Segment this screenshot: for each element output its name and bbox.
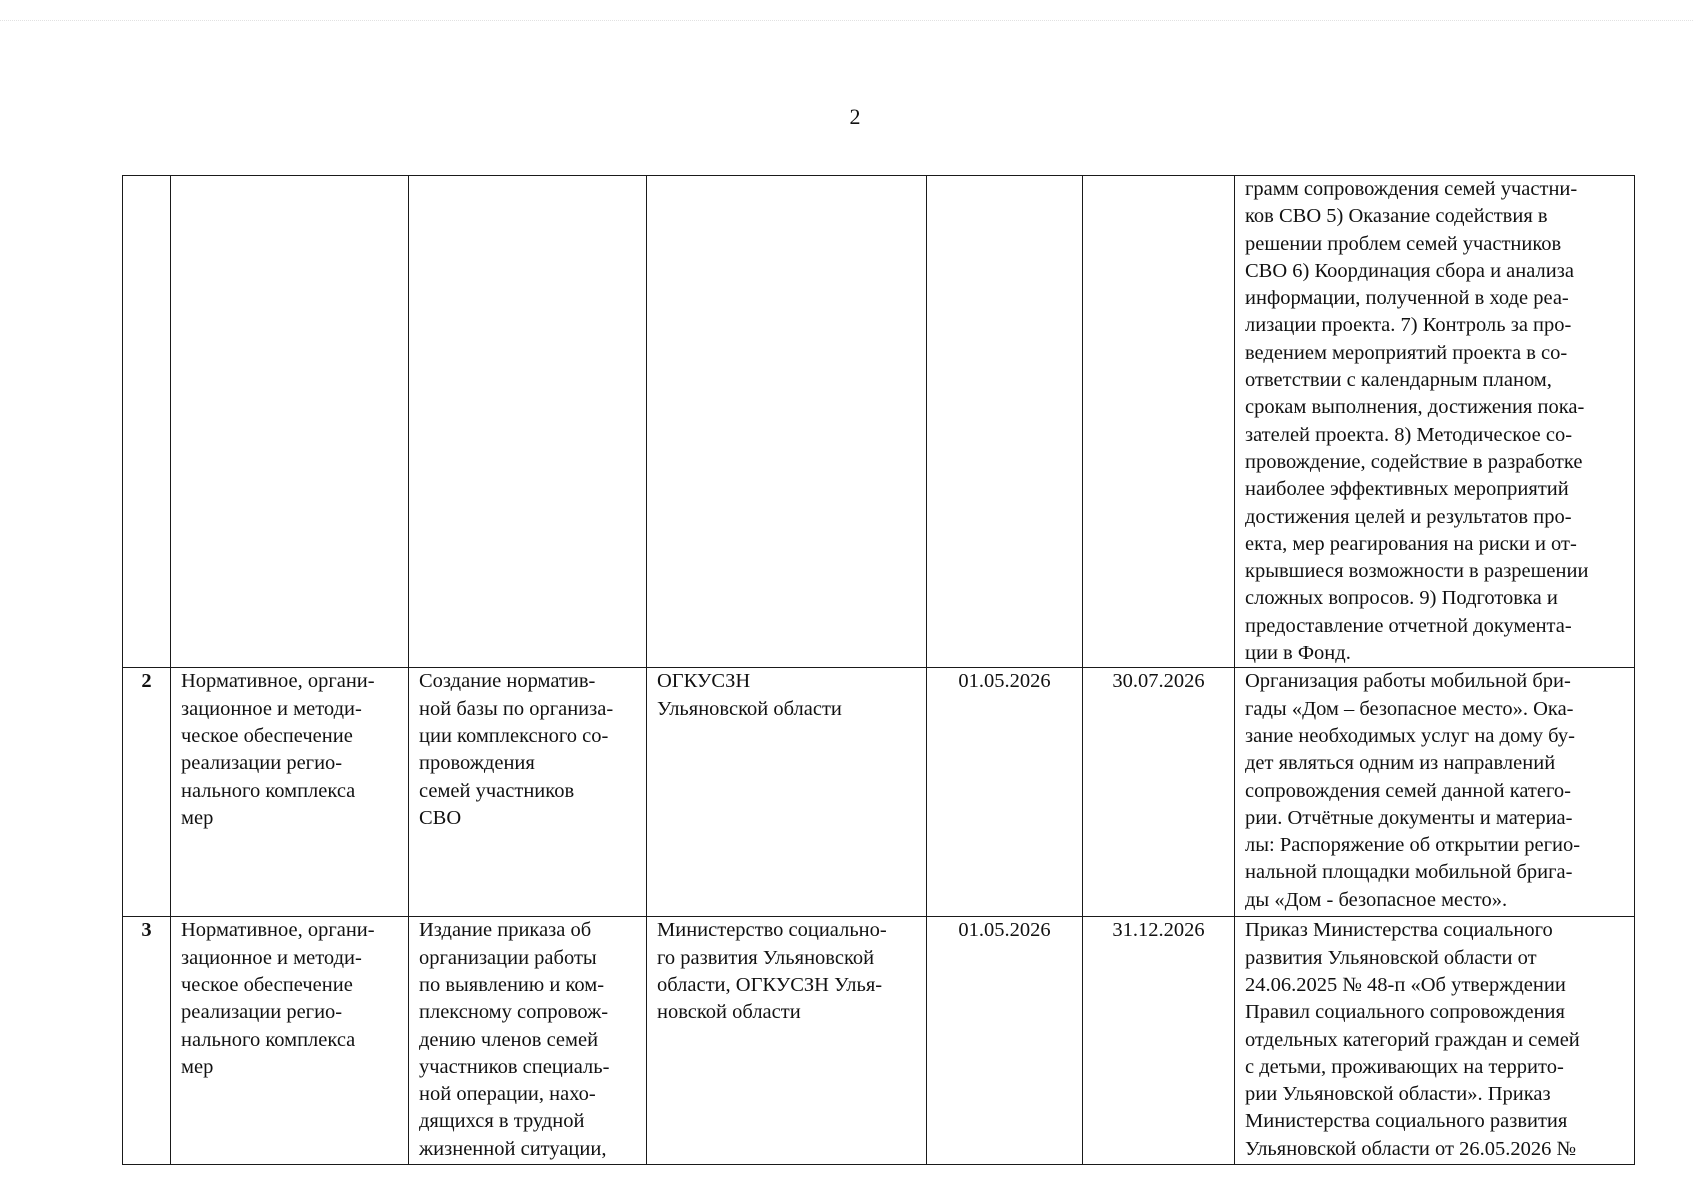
event-cell bbox=[409, 668, 647, 917]
event-cell bbox=[409, 917, 647, 1165]
end-date-cell bbox=[1083, 917, 1235, 1165]
result-text: грамм сопровождения семей участни- ков СВО 5) Оказание содействия в решении проблем семей участников СВО 6) Координация сбора и анализа информации, полученной в ходе реа- лизации проекта. 7) Контроль за про- ведением мероприятий проекта в со- ответствии с календарным планом, срокам выполнения, достижения пока- зателей проекта. 8) Методическое со- провождение, содействие в разработке наиболее эффективных мероприятий достижения целей и результатов про- екта, мер реагирования на риски и от- крывшиеся возможности в разрешении сложных вопросов. 9) Подготовка и предоставление отчетной документа- ции в Фонд. bbox=[1245, 178, 1589, 665]
row-number-cell bbox=[123, 176, 171, 668]
scan-edge-line bbox=[0, 20, 1693, 21]
end-date: 31.12.2026 bbox=[1112, 919, 1205, 942]
start-date: 01.05.2026 bbox=[958, 919, 1051, 942]
row-number: 2 bbox=[141, 670, 152, 693]
start-date-cell bbox=[927, 668, 1083, 917]
start-date-cell bbox=[927, 176, 1083, 668]
row-number: 3 bbox=[141, 919, 152, 942]
end-date-cell bbox=[1083, 176, 1235, 668]
responsible-cell bbox=[647, 668, 927, 917]
responsible-text: ОГКУСЗН Ульяновской области bbox=[657, 670, 842, 720]
page-number: 2 bbox=[849, 104, 861, 129]
task-cell bbox=[171, 668, 409, 917]
task-cell bbox=[171, 176, 409, 668]
table-row bbox=[123, 917, 1635, 1165]
result-text: Организация работы мобильной бри- гады «Дом – безопасное место». Ока- зание необходимых услуг на дому бу- дет являться одним из направлений сопровождения семей данной катего- рии. Отчётные документы и материа- лы: Распоряжение об открытии регио- нальной площадки мобильной брига- ды «Дом - безопасное место». bbox=[1245, 670, 1581, 911]
table-row bbox=[123, 668, 1635, 917]
task-text: Нормативное, органи- зационное и методи- ческое обеспечение реализации регио- нального комплекса мер bbox=[181, 670, 375, 829]
result-text: Приказ Министерства социального развития Ульяновской области от 24.06.2025 № 48-п «Об утверждении Правил социального сопровождения отдельных категорий граждан и семей с детьми, проживающих на террито- рии Ульяновской области». Приказ Министерства социального развития Ульяновской области от 26.05.2026 № bbox=[1245, 919, 1580, 1160]
event-text: Издание приказа об организации работы по выявлению и ком- плексному сопровож- дению членов семей участников специаль- ной операции, нахо- дящихся в трудной жизненной ситуации, bbox=[419, 919, 610, 1160]
row-number-cell bbox=[123, 668, 171, 917]
task-text: Нормативное, органи- зационное и методи- ческое обеспечение реализации регио- нального комплекса мер bbox=[181, 919, 375, 1078]
end-date: 30.07.2026 bbox=[1112, 670, 1205, 693]
row-number-cell bbox=[123, 917, 171, 1165]
result-cell bbox=[1235, 917, 1635, 1165]
event-cell bbox=[409, 176, 647, 668]
result-cell bbox=[1235, 668, 1635, 917]
responsible-cell bbox=[647, 917, 927, 1165]
responsible-text: Министерство социально- го развития Ульяновской области, ОГКУСЗН Улья- новской области bbox=[657, 919, 887, 1024]
table-row bbox=[123, 176, 1635, 668]
start-date-cell bbox=[927, 917, 1083, 1165]
result-cell bbox=[1235, 176, 1635, 668]
event-text: Создание норматив- ной базы по организа- ции комплексного со- провождения семей участников СВО bbox=[419, 670, 614, 829]
start-date: 01.05.2026 bbox=[958, 670, 1051, 693]
plan-table bbox=[122, 175, 1635, 1165]
responsible-cell bbox=[647, 176, 927, 668]
end-date-cell bbox=[1083, 668, 1235, 917]
task-cell bbox=[171, 917, 409, 1165]
